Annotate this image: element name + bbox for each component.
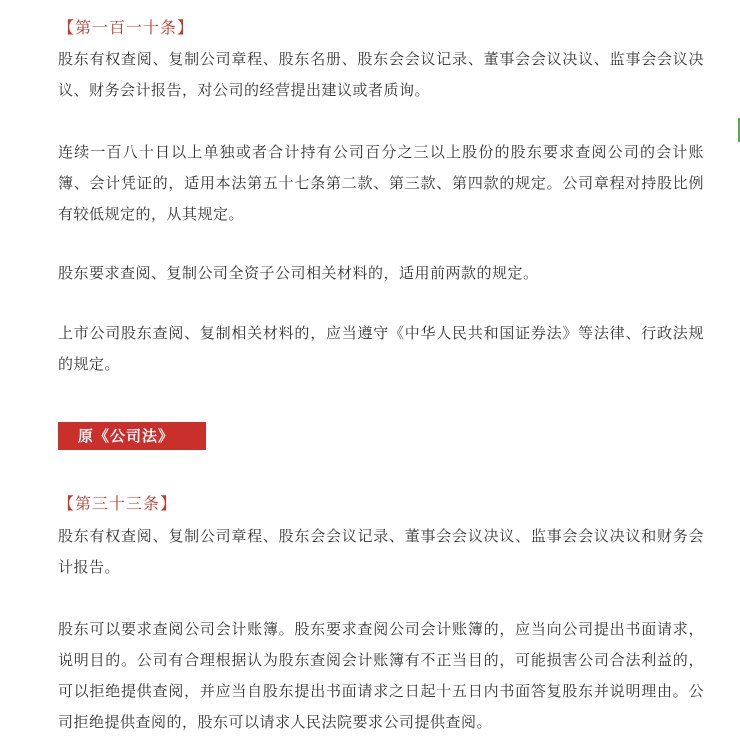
paragraph-110-2: 连续一百八十日以上单独或者合计持有公司百分之三以上股份的股东要求查阅公司的会计账簿、会计凭证的，适用本法第五十七条第二款、第三款、第四款的规定。公司章程对持股比例有较低规定的，从其规定。 xyxy=(58,143,704,223)
article-heading-110: 【第一百一十条】 xyxy=(58,18,195,37)
paragraph-110-4: 上市公司股东查阅、复制相关材料的，应当遵守《中华人民共和国证券法》等法律、行政法规的规定。 xyxy=(58,324,704,373)
paragraph-33-1: 股东有权查阅、复制公司章程、股东会会议记录、董事会会议决议、监事会会议决议和财务会计报告。 xyxy=(58,527,704,576)
paragraph-110-1: 股东有权查阅、复制公司章程、股东名册、股东会会议记录、董事会会议决议、监事会会议决议、财务会计报告，对公司的经营提出建议或者质询。 xyxy=(58,50,704,99)
article-heading-33: 【第三十三条】 xyxy=(58,494,178,513)
original-law-label: 原《公司法》 xyxy=(58,422,206,450)
paragraph-110-3: 股东要求查阅、复制公司全资子公司相关材料的，适用前两款的规定。 xyxy=(58,264,539,282)
paragraph-33-2: 股东可以要求查阅公司会计账簿。股东要求查阅公司会计账簿的，应当向公司提出书面请求，说明目的。公司有合理根据认为股东查阅会计账簿有不正当目的，可能损害公司合法利益的，可以拒绝提供查阅，并应当自股东提出书面请求之日起十五日内书面答复股东并说明理由。公司拒绝提供查阅的，股东可以请求人民法院要求公司提供查阅。 xyxy=(58,620,704,731)
